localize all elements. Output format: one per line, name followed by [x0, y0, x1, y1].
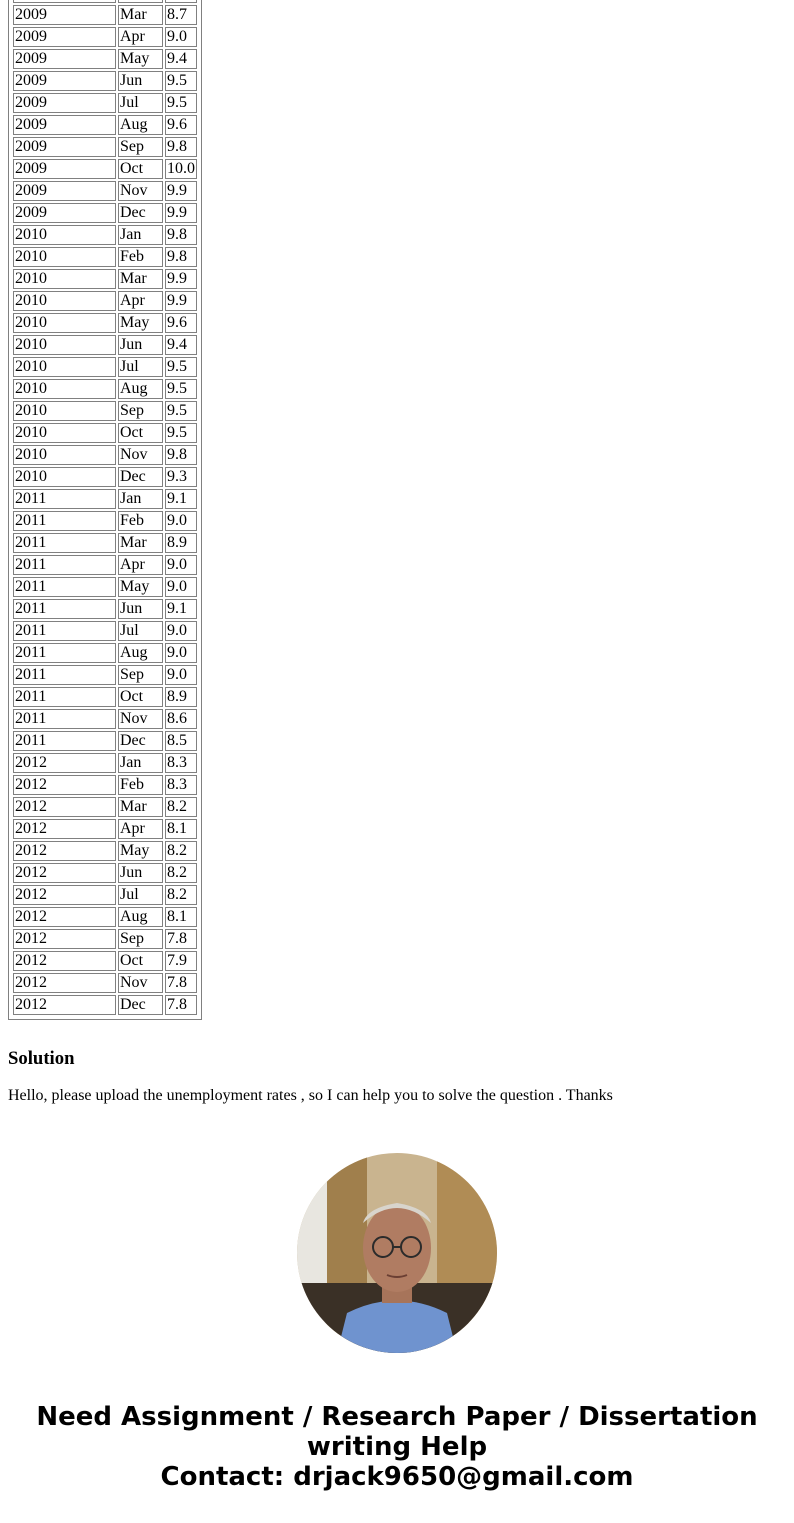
rate-cell: 9.9 [165, 291, 197, 311]
month-cell: Jan [118, 225, 163, 245]
month-cell: Jun [118, 863, 163, 883]
year-cell: 2011 [13, 511, 116, 531]
rate-cell: 9.8 [165, 247, 197, 267]
month-cell: Oct [118, 423, 163, 443]
year-cell: 2009 [13, 5, 116, 25]
rate-cell: 9.0 [165, 511, 197, 531]
month-cell: Sep [118, 665, 163, 685]
table-row [13, 533, 197, 553]
year-cell: 2011 [13, 577, 116, 597]
rate-cell: 9.5 [165, 357, 197, 377]
month-cell [118, 0, 163, 3]
rate-cell: 9.5 [165, 93, 197, 113]
month-cell: Mar [118, 533, 163, 553]
rate-cell: 9.0 [165, 621, 197, 641]
rate-cell: 8.9 [165, 687, 197, 707]
year-cell: 2010 [13, 467, 116, 487]
month-cell: Dec [118, 731, 163, 751]
year-cell: 2011 [13, 709, 116, 729]
rate-cell: 9.1 [165, 599, 197, 619]
year-cell: 2009 [13, 49, 116, 69]
year-cell: 2011 [13, 687, 116, 707]
rate-cell: 9.0 [165, 27, 197, 47]
month-cell: Sep [118, 929, 163, 949]
year-cell: 2012 [13, 797, 116, 817]
rate-cell: 9.3 [165, 467, 197, 487]
table-row [13, 599, 197, 619]
table-body [13, 0, 197, 1015]
year-cell: 2009 [13, 27, 116, 47]
data-table-wrapper [8, 0, 202, 1020]
table-row [13, 401, 197, 421]
year-cell: 2009 [13, 93, 116, 113]
year-cell: 2010 [13, 291, 116, 311]
table-row [13, 0, 197, 3]
month-cell: May [118, 577, 163, 597]
rate-cell: 9.8 [165, 137, 197, 157]
rate-cell: 8.1 [165, 819, 197, 839]
month-cell: Feb [118, 511, 163, 531]
table-row [13, 489, 197, 509]
month-cell: Aug [118, 379, 163, 399]
rate-cell: 9.9 [165, 181, 197, 201]
table-row [13, 137, 197, 157]
table-row [13, 291, 197, 311]
table-row [13, 71, 197, 91]
month-cell: May [118, 841, 163, 861]
year-cell: 2009 [13, 137, 116, 157]
month-cell: Apr [118, 819, 163, 839]
month-cell: Jun [118, 335, 163, 355]
month-cell: May [118, 49, 163, 69]
rate-cell [165, 0, 197, 3]
month-cell: Aug [118, 643, 163, 663]
year-cell: 2011 [13, 643, 116, 663]
table-row [13, 335, 197, 355]
year-cell: 2011 [13, 665, 116, 685]
month-cell: Apr [118, 291, 163, 311]
month-cell: Nov [118, 445, 163, 465]
table-row [13, 709, 197, 729]
year-cell: 2011 [13, 489, 116, 509]
table-row [13, 159, 197, 179]
rate-cell: 9.0 [165, 577, 197, 597]
table-row [13, 621, 197, 641]
month-cell: Jul [118, 621, 163, 641]
table-row [13, 5, 197, 25]
table-row [13, 665, 197, 685]
promo-line-1: Need Assignment / Research Paper / Dissertation [36, 1402, 758, 1432]
year-cell [13, 0, 116, 3]
rate-cell: 9.0 [165, 665, 197, 685]
month-cell: Dec [118, 467, 163, 487]
table-row [13, 313, 197, 333]
table-row [13, 423, 197, 443]
year-cell: 2012 [13, 885, 116, 905]
solution-heading: Solution [8, 1048, 75, 1069]
month-cell: Jan [118, 489, 163, 509]
month-cell: Jul [118, 357, 163, 377]
month-cell: Jul [118, 885, 163, 905]
table-row [13, 863, 197, 883]
table-row [13, 379, 197, 399]
month-cell: Nov [118, 973, 163, 993]
year-cell: 2010 [13, 357, 116, 377]
year-cell: 2012 [13, 995, 116, 1015]
rate-cell: 9.5 [165, 401, 197, 421]
month-cell: Nov [118, 709, 163, 729]
year-cell: 2010 [13, 247, 116, 267]
year-cell: 2012 [13, 753, 116, 773]
month-cell: Oct [118, 687, 163, 707]
year-cell: 2012 [13, 775, 116, 795]
rate-cell: 7.8 [165, 973, 197, 993]
year-cell: 2009 [13, 181, 116, 201]
table-row [13, 775, 197, 795]
rate-cell: 9.1 [165, 489, 197, 509]
profile-photo-icon [297, 1153, 497, 1353]
unemployment-table [8, 0, 202, 1020]
rate-cell: 8.1 [165, 907, 197, 927]
rate-cell: 9.6 [165, 313, 197, 333]
table-row [13, 203, 197, 223]
table-row [13, 687, 197, 707]
month-cell: Aug [118, 115, 163, 135]
table-row [13, 181, 197, 201]
rate-cell: 9.5 [165, 71, 197, 91]
rate-cell: 8.5 [165, 731, 197, 751]
month-cell: Feb [118, 247, 163, 267]
month-cell: Apr [118, 555, 163, 575]
rate-cell: 8.2 [165, 863, 197, 883]
table-row [13, 907, 197, 927]
table-row [13, 27, 197, 47]
table-row [13, 731, 197, 751]
promo-banner [0, 1402, 794, 1492]
year-cell: 2011 [13, 533, 116, 553]
rate-cell: 9.4 [165, 335, 197, 355]
table-row [13, 511, 197, 531]
year-cell: 2012 [13, 841, 116, 861]
year-cell: 2012 [13, 929, 116, 949]
table-row [13, 445, 197, 465]
year-cell: 2010 [13, 269, 116, 289]
month-cell: Oct [118, 159, 163, 179]
rate-cell: 8.2 [165, 885, 197, 905]
rate-cell: 8.2 [165, 841, 197, 861]
table-row [13, 753, 197, 773]
table-row [13, 841, 197, 861]
year-cell: 2012 [13, 907, 116, 927]
year-cell: 2010 [13, 445, 116, 465]
month-cell: Dec [118, 203, 163, 223]
rate-cell: 9.8 [165, 445, 197, 465]
year-cell: 2011 [13, 621, 116, 641]
year-cell: 2011 [13, 555, 116, 575]
table-row [13, 951, 197, 971]
month-cell: Dec [118, 995, 163, 1015]
month-cell: Jun [118, 71, 163, 91]
rate-cell: 7.8 [165, 929, 197, 949]
rate-cell: 8.6 [165, 709, 197, 729]
table-row [13, 973, 197, 993]
year-cell: 2012 [13, 819, 116, 839]
year-cell: 2011 [13, 731, 116, 751]
month-cell: Sep [118, 137, 163, 157]
month-cell: Apr [118, 27, 163, 47]
year-cell: 2011 [13, 599, 116, 619]
year-cell: 2012 [13, 863, 116, 883]
rate-cell: 7.9 [165, 951, 197, 971]
table-row [13, 797, 197, 817]
promo-line-2: writing Help [306, 1432, 488, 1462]
solution-text: Hello, please upload the unemployment rates , so I can help you to solve the question . Thanks [8, 1087, 613, 1104]
year-cell: 2010 [13, 379, 116, 399]
table-row [13, 115, 197, 135]
table-row [13, 819, 197, 839]
table-row [13, 555, 197, 575]
month-cell: Jul [118, 93, 163, 113]
year-cell: 2010 [13, 335, 116, 355]
rate-cell: 9.8 [165, 225, 197, 245]
month-cell: Jun [118, 599, 163, 619]
rate-cell: 9.9 [165, 269, 197, 289]
month-cell: Sep [118, 401, 163, 421]
rate-cell: 8.7 [165, 5, 197, 25]
year-cell: 2010 [13, 225, 116, 245]
rate-cell: 8.3 [165, 775, 197, 795]
month-cell: May [118, 313, 163, 333]
table-row [13, 643, 197, 663]
table-row [13, 49, 197, 69]
promo-contact: Contact: drjack9650@gmail.com [160, 1462, 634, 1492]
month-cell: Mar [118, 5, 163, 25]
year-cell: 2009 [13, 71, 116, 91]
rate-cell: 9.5 [165, 423, 197, 443]
month-cell: Jan [118, 753, 163, 773]
month-cell: Mar [118, 797, 163, 817]
year-cell: 2009 [13, 203, 116, 223]
year-cell: 2012 [13, 973, 116, 993]
table-row [13, 93, 197, 113]
month-cell: Nov [118, 181, 163, 201]
table-row [13, 269, 197, 289]
table-row [13, 929, 197, 949]
table-row [13, 577, 197, 597]
table-row [13, 467, 197, 487]
rate-cell: 10.0 [167, 160, 195, 177]
year-cell: 2010 [13, 401, 116, 421]
year-cell: 2009 [13, 115, 116, 135]
rate-cell: 8.2 [165, 797, 197, 817]
month-cell: Aug [118, 907, 163, 927]
rate-cell: 9.6 [165, 115, 197, 135]
year-cell: 2012 [13, 951, 116, 971]
table-row [13, 225, 197, 245]
year-cell: 2009 [13, 159, 116, 179]
table-row [13, 995, 197, 1015]
rate-cell: 8.9 [165, 533, 197, 553]
table-row [13, 885, 197, 905]
rate-cell: 7.8 [165, 995, 197, 1015]
rate-cell: 9.5 [165, 379, 197, 399]
year-cell: 2010 [13, 423, 116, 443]
month-cell: Feb [118, 775, 163, 795]
table-row [13, 247, 197, 267]
rate-cell: 9.0 [165, 643, 197, 663]
rate-cell: 9.9 [165, 203, 197, 223]
avatar [297, 1153, 497, 1353]
rate-cell: 8.3 [165, 753, 197, 773]
rate-cell: 9.0 [165, 555, 197, 575]
table-row [13, 357, 197, 377]
month-cell: Mar [118, 269, 163, 289]
month-cell: Oct [118, 951, 163, 971]
rate-cell: 9.4 [165, 49, 197, 69]
year-cell: 2010 [13, 313, 116, 333]
